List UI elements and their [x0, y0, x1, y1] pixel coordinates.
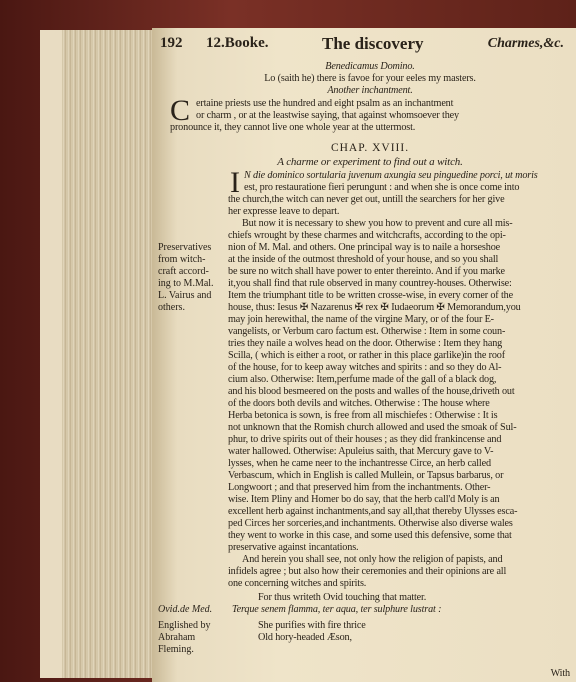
text-line: be sure no witch shall have power to enter thereinto. And if you marke: [228, 266, 505, 277]
text-line: one concerning witches and spirits.: [228, 578, 367, 589]
text-line: ped Circes her sorceries,and inchantments. Otherwise also diverse wales: [228, 518, 513, 529]
book-page: [152, 28, 576, 682]
text-line: Longwoort ; and that preserved him from the inchantments. Other-: [228, 482, 491, 493]
margin-note: [158, 620, 228, 656]
margin-line: ing to M.Mal.: [158, 278, 214, 289]
margin-note: [158, 604, 228, 616]
margin-line: Ovid.de Med.: [158, 604, 213, 615]
text-line: But now it is necessary to shew you how to prevent and cure all mis-: [242, 218, 513, 229]
running-head: Charmes,&c.: [487, 36, 564, 51]
text-line: of the house, for to keep away witches and spirits : and so they do Al-: [228, 362, 502, 373]
text-line: house, thus: Iesus ✠ Nazarenus ✠ rex ✠ Iudaeorum ✠ Memorandum,you: [228, 302, 521, 313]
margin-line: craft accord-: [158, 266, 209, 277]
text-line: the church,the witch can never get out, untill the searchers for her give: [228, 194, 505, 205]
text-line: chiefs wrought by these charmes and witchcrafts, according to the opi-: [228, 230, 506, 241]
margin-line: from witch-: [158, 254, 206, 265]
text-line: and his blood besmeered on the posts and walles of the house,driveth out: [228, 386, 515, 397]
text-line: her expresse leave to depart.: [228, 206, 340, 217]
text-line: or charm , or at the leastwise saying, that against whomsoever they: [196, 110, 459, 121]
book-number: 12.Booke.: [206, 35, 269, 51]
text-line: infidels agree ; but also how their ceremonies and their opinions are all: [228, 566, 507, 577]
verse-line: Old hory-headed Æson,: [258, 632, 352, 643]
text-line: N die dominico sortularia juvenum axungia seu pinguedine porci, ut moris: [244, 170, 538, 181]
text-line: For thus writeth Ovid touching that matter.: [258, 592, 427, 603]
chapter-subtitle: A charme or experiment to find out a witch.: [277, 156, 463, 168]
text-line: they went to worke in this case, and some used this defensive, some that: [228, 530, 512, 541]
verse-line: Terque senem flamma, ter aqua, ter sulphure lustrat :: [232, 604, 442, 615]
text-line: vangelists, or Verbum caro factum est. Otherwise : Item in some coun-: [228, 326, 506, 337]
text-line: water hallowed. Otherwise: Apuleius saith, that Mercury gave to V-: [228, 446, 494, 457]
text-line: not unknown that the Romish church allowed and used the smoak of Sul-: [228, 422, 517, 433]
text-line: cium also. Otherwise: Item,perfume made of the gall of a black dog,: [228, 374, 497, 385]
margin-line: others.: [158, 302, 185, 313]
verse-line: She purifies with fire thrice: [258, 620, 366, 631]
drop-cap: I: [230, 166, 240, 199]
chapter-label: CHAP. XVIII.: [330, 142, 410, 154]
text-line: may join herewithal, the name of the virgine Mary, or of the four E-: [228, 314, 494, 325]
page-number: 192: [160, 35, 183, 51]
text-line: wise. Item Pliny and Homer bo do say, that the herb call'd Moly is an: [228, 494, 500, 505]
margin-line: Englished by: [158, 620, 211, 631]
page-edge: [40, 30, 64, 678]
text-line: ertaine priests use the hundred and eight psalm as an inchantment: [196, 98, 454, 109]
text-line: lysses, when he came neer to the inchantresse Circe, an herb called: [228, 458, 491, 469]
page-title: The discovery: [322, 34, 424, 53]
text-line: at the inside of the outmost threshold of your house, and so you shall: [228, 254, 499, 265]
page-block: [62, 30, 158, 678]
text-line: excellent herb against inchantments,and say all,that thereby Ulysses esca-: [228, 506, 518, 517]
catchword: With: [550, 668, 570, 679]
text-line: And herein you shall see, not only how the religion of papists, and: [242, 554, 503, 565]
text-line: Verbascum, which in English is called Mullein, or Tapsus barbarus, or: [228, 470, 504, 481]
text-line: nion of M. Mal. and others. One principal way is to naile a horseshoe: [228, 242, 501, 253]
text-line: tries they naile a wolves head on the door. Otherwise : Item they hang: [228, 338, 503, 349]
text-line: est, pro restauratione fieri perungunt : and when she is once come into: [244, 182, 520, 193]
text-line: it,you shall find that rule observed in many countrey-houses. Otherwise:: [228, 278, 512, 289]
text-line: Item the triumphant title to be written crosse-wise, in every corner of the: [228, 290, 513, 301]
margin-line: Preservatives: [158, 242, 212, 253]
text-line: phur, to drive spirits out of their houses ; as they did frankincense and: [228, 434, 502, 445]
drop-cap: C: [170, 94, 191, 127]
text-line: pronounce it, they cannot live one whole year at the uttermost.: [170, 122, 416, 133]
text-line: preservative against incantations.: [228, 542, 359, 553]
text-line: Scilla, ( which is either a root, or rather in this place garlike)in the roof: [228, 350, 505, 361]
margin-note: [158, 242, 228, 314]
margin-line: Fleming.: [158, 644, 194, 655]
text-line: of the doors both devils and witches. Otherwise : The house where: [228, 398, 490, 409]
text-line: Benedicamus Domino.: [325, 61, 415, 72]
margin-line: L. Vairus and: [158, 290, 212, 301]
section-heading: Another inchantment.: [327, 85, 413, 96]
page-header: [160, 35, 572, 57]
margin-line: Abraham: [158, 632, 196, 643]
text-line: Herba betonica is sown, is free from all mischiefes : Otherwise : It is: [228, 410, 498, 421]
text-line: Lo (saith he) there is favoe for your eeles my masters.: [264, 73, 476, 84]
